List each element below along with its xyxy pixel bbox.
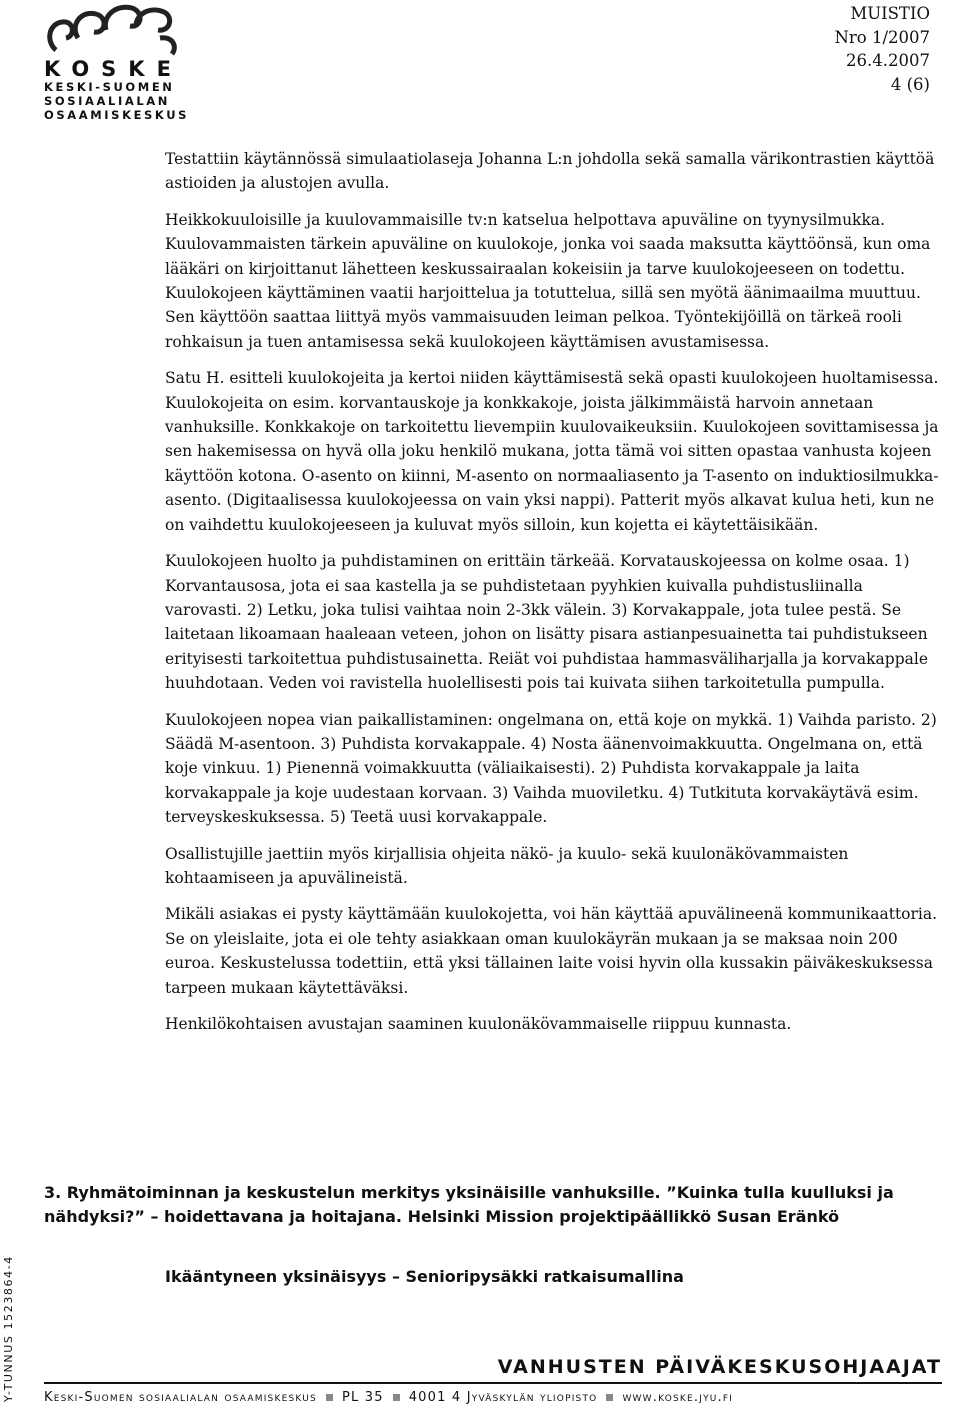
- doc-type: MUISTIO: [850, 4, 930, 23]
- document-meta: [834, 2, 930, 96]
- footer-po-box: PL 35: [341, 1390, 384, 1405]
- separator-square-icon: [393, 1394, 400, 1401]
- paragraph: Henkilökohtaisen avustajan saaminen kuulonäkövammaiselle riippuu kunnasta.: [165, 1015, 792, 1033]
- paragraph: Satu H. esitteli kuulokojeita ja kertoi niiden käyttämisestä sekä opasti kuulokojeen huoltamisessa. Kuulokojeita on esim. korvantauskoje ja konkkakoje, joista jälkimmäistä harvoin annetaan vanhuksille. Konkkakoje on tarkoitettu lievempiin kuulovaikeuksiin. Kuulokojeen sovittamisessa ja sen hakemisessa on hyvä olla joku henkilö mukana, jotta tämä voi sitten opastaa vanhusta kojeen käyttöön kotona. O-asento on kiinni, M-asento on normaaliasento ja T-asento on induktiosilmukka-asento. (Digitaalisessa kuulokojeessa on vain yksi nappi). Patterit myös alkavat kulua heti, kun ne on vaihdettu kuulokojeeseen ja kuluvat myös silloin, kun kojetta ei käytettäisikään.: [165, 369, 939, 534]
- footer-title: VANHUSTEN PÄIVÄKESKUSOHJAAJAT: [497, 1356, 942, 1378]
- body-text: [165, 147, 940, 1048]
- footer-divider: [44, 1382, 942, 1384]
- doc-number: Nro 1/2007: [834, 27, 930, 47]
- footer-org: Keski-Suomen sosiaalialan osaamiskeskus: [44, 1390, 317, 1405]
- subheading: Ikääntyneen yksinäisyys – Senioripysäkki ratkaisumallina: [165, 1267, 684, 1286]
- section-heading: 3. Ryhmätoiminnan ja keskustelun merkitys yksinäisille vanhuksille. ”Kuinka tulla kuulluksi ja nähdyksi?” – hoidettavana ja hoitajana. Helsinki Mission projektipäällikkö Susan Eränkö: [44, 1183, 894, 1226]
- separator-square-icon: [326, 1394, 333, 1401]
- koske-logo: [44, 2, 194, 122]
- page-number: 4 (6): [890, 74, 930, 94]
- doc-date: 26.4.2007: [846, 51, 930, 70]
- paragraph: Mikäli asiakas ei pysty käyttämään kuulokojetta, voi hän käyttää apuvälineenä kommunikaattoria. Se on yleislaite, jota ei ole tehty asiakkaan oman kuulokäyrän mukaan ja se maksaa noin 200 euroa. Keskustelussa todettiin, että yksi tällainen laite voisi hyvin olla kussakin päiväkeskuksessa tarpeen mukaan käytettäväksi.: [165, 905, 938, 997]
- logo-line-2: SOSIAALIALAN: [44, 94, 170, 108]
- footer-website[interactable]: www.koske.jyu.fi: [622, 1390, 734, 1405]
- paragraph: Kuulokojeen huolto ja puhdistaminen on erittäin tärkeää. Korvatauskojeessa on kolme osaa. 1) Korvantausosa, jota ei saa kastella ja se puhdistetaan pyyhkien kuivalla puhdistusliinalla varovasti. 2) Letku, joka tulisi vaihtaa noin 2-3kk välein. 3) Korvakappale, jota tulee pestä. Se laitetaan likoamaan haaleaan veteen, johon on lisätty pisara astianpesuainetta tai puhdistukseen erityisesti tarkoitettua puhdistusainetta. Reiät voi puhdistaa hammasväliharjalla ja korvakappale huuhdotaan. Veden voi ravistella huolellisesti pois tai kuivata siihen tarkoitetulla pumpulla.: [165, 552, 929, 693]
- paragraph: Testattiin käytännössä simulaatiolaseja Johanna L:n johdolla sekä samalla värikontrastien käyttöä astioiden ja alustojen avulla.: [165, 150, 935, 193]
- separator-square-icon: [606, 1394, 613, 1401]
- logo-line-3: OSAAMISKESKUS: [44, 108, 190, 122]
- koske-emblem-icon: [44, 2, 184, 58]
- paragraph: Heikkokuuloisille ja kuulovammaisille tv:n katselua helpottava apuväline on tyynysilmukka. Kuulovammaisten tärkein apuväline on kuulokoje, jonka voi saada maksutta käyttöönsä, kun oma lääkäri on kirjoittanut lähetteen keskussairaalan kokeisiin ja tarve kuulokojeeseen on todettu. Kuulokojeen käyttäminen vaatii harjoittelua ja totuttelua, sillä sen myötä äänimaailma muuttuu. Sen käyttöön saattaa liittyä myös vammaisuuden leiman pelkoa. Työntekijöillä on tärkeä rooli rohkaisun ja tuen antamisessa sekä kuulokojeen käyttämisen avustamisessa.: [165, 210, 931, 351]
- paragraph: Kuulokojeen nopea vian paikallistaminen: ongelmana on, että koje on mykkä. 1) Vaihda paristo. 2) Säädä M-asentoon. 3) Puhdista korvakappale. 4) Nosta äänenvoimakkuutta. Ongelmana on, että koje vinkuu. 1) Pienennä voimakkuutta (väliaikaisesti). 2) Puhdista korvakappale ja laita korvakappale ja koje uudestaan korvaan. 3) Vaihda muoviletku. 4) Tutkituta korvakäytävä esim. terveyskeskuksessa. 5) Teetä uusi korvakappale.: [165, 710, 937, 827]
- logo-line-1: KESKI-SUOMEN: [44, 80, 175, 94]
- footer-address: [44, 1390, 950, 1405]
- paragraph: Osallistujille jaettiin myös kirjallisia ohjeita näkö- ja kuulo- sekä kuulonäkövammaisten kohtaamiseen ja apuvälineistä.: [165, 844, 849, 887]
- logo-name: KOSKE: [44, 57, 183, 81]
- business-id: Y-TUNNUS 1523864-4: [2, 1255, 15, 1402]
- footer-postal: 4001 4 Jyväskylän yliopisto: [408, 1390, 598, 1405]
